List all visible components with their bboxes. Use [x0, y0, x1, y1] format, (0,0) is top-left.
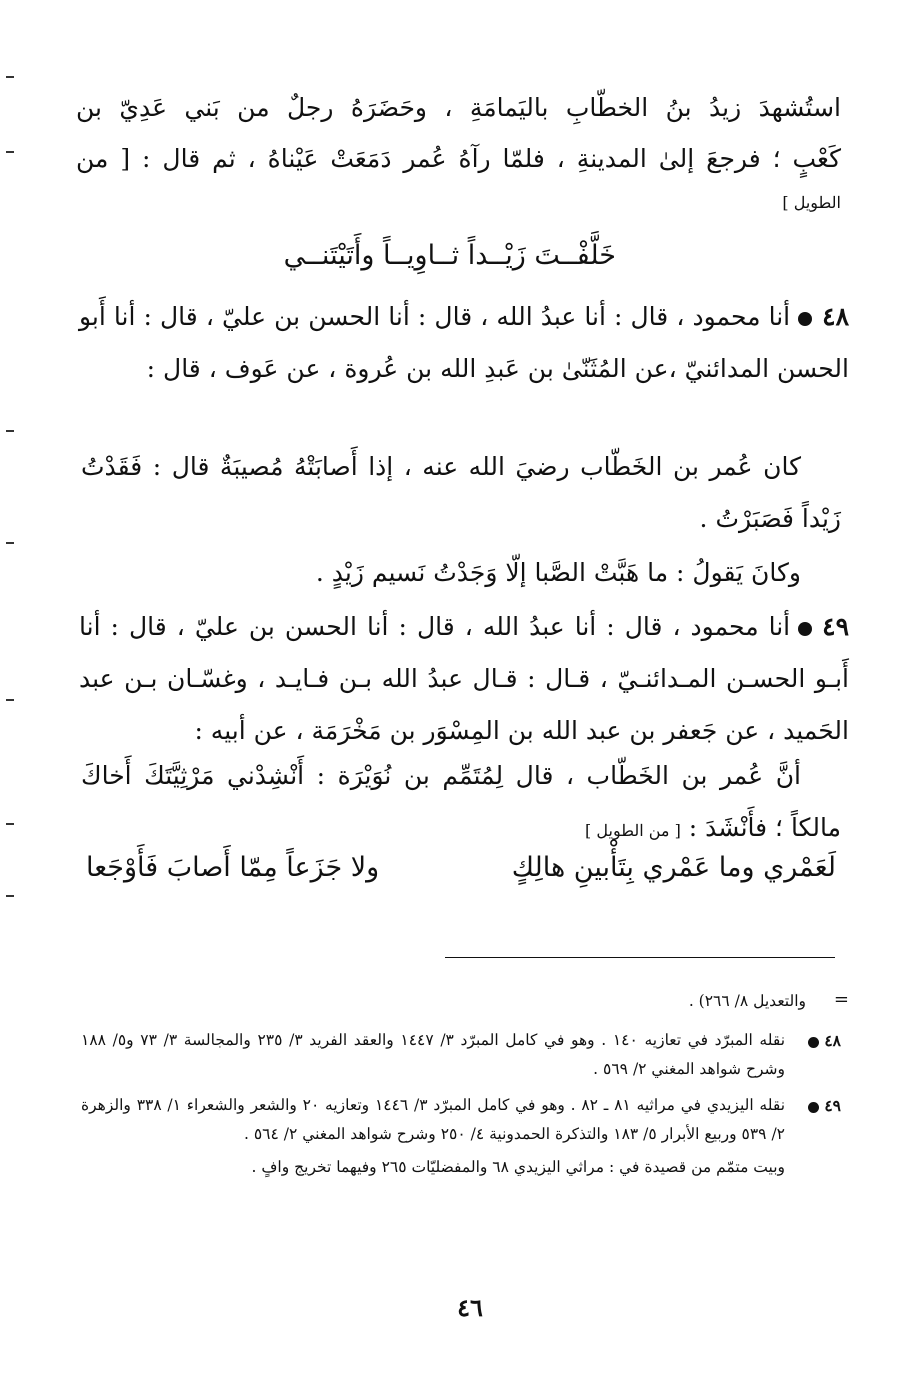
footnote-divider: [445, 957, 835, 958]
intro-meter-label: الطويل ]: [782, 193, 841, 212]
footnotes: [81, 1026, 841, 1182]
intro-verse: خَلَّفْــتَ زَيْــداً ثــاوِيــاً وأَتَيْتَنــي: [283, 240, 616, 271]
entry-48: [79, 291, 849, 395]
bullet-icon: [808, 1037, 819, 1048]
bullet-icon: [798, 622, 812, 636]
footnote-text: نقله المبرّد في تعازيه ١٤٠ . وهو في كامل المبرّد ٣/ ١٤٤٧ والعقد الفريد ٣/ ٢٣٥ والمجالسة ٣/ ٧٣ و٥/ ١٨٨ وشرح شواهد المغني ٢/ ٥٦٩ .: [81, 1031, 786, 1078]
footnote-label: [802, 1091, 841, 1120]
footnote-text: نقله اليزيدي في مراثيه ٨١ ـ ٨٢ . وهو في كامل المبرّد ٣/ ١٤٤٦ وتعازيه ٢٠ والشعر والشعراء ١/ ٣٣٨ والزهرة ٢/ ٥٣٩ وربيع الأبرار ٥/ ١٨٣ والتذكرة الحمدونية ٤/ ٢٥٠ وشرح شواهد المغني ٢/ ٥٦٤ .: [81, 1096, 786, 1143]
intro-paragraph: [76, 82, 841, 184]
intro-line-1: استُشهدَ زيدُ بنُ الخطّابِ باليَمامَةِ ، وحَضَرَهُ رجلٌ من بَني عَدِيّ بن: [76, 93, 841, 122]
margin-mark: [6, 542, 14, 544]
meter-label: [ من الطويل ]: [585, 821, 681, 840]
entry-isnad: أنا محمود ، قال : أنا عبدُ الله ، قال : أنا الحسن بن عليّ ، قال : أنا أَبو الحسن المدائنيّ ،عن المُثَنّىٰ بن عَبدِ الله بن عُروة ، عن عَوف ، قال :: [79, 302, 849, 383]
page-number: ٤٦: [457, 1293, 483, 1322]
entry-49: [79, 601, 849, 757]
margin-mark: [6, 76, 14, 78]
bullet-icon: [808, 1102, 819, 1113]
bullet-icon: [798, 312, 812, 326]
footnote-text: وبيت متمّم من قصيدة في : مراثي اليزيدي ٦٨ والمفضليّات ٢٦٥ وفيهما تخريج وافٍ .: [251, 1158, 785, 1176]
footnote-number: ٤٨: [824, 1031, 841, 1050]
footnote-continuation: [81, 987, 806, 1016]
poem-hemistich-2: ولا جَزَعاً مِمّا أَصابَ فَأَوْجَعا: [86, 852, 380, 883]
entry-isnad: أنا محمود ، قال : أنا عبدُ الله ، قال : أنا الحسن بن عليّ ، قال : أنا أَبـو الحسـن المـدائنـيّ ، قـال : قـال عبدُ الله بـن فـايـد ، وغسّـان بـن عبد الحَميد ، عن جَعفر بن عبد الله بن المِسْوَر بن مَخْرَمَة ، عن أبيه :: [79, 612, 849, 745]
margin-mark: [6, 151, 14, 153]
margin-mark: [6, 699, 14, 701]
margin-mark: [6, 823, 14, 825]
entry-49-text: أنَّ عُمر بن الخَطّاب ، قال لِمُتَمِّم بن نُوَيْرَة : أَنْشِدْني مَرْثِيَّتَكَ أَخاكَ مالكاً ؛ فأَنْشَدَ :: [81, 761, 841, 842]
poem-hemistich-1: لَعَمْري وما عَمْري بِتَأْبينِ هالِكٍ: [511, 852, 836, 883]
footnote-continuation-text: والتعديل ٨/ ٢٦٦) .: [688, 992, 806, 1010]
entry-49-body: [81, 750, 841, 857]
margin-mark: [6, 430, 14, 432]
poem-verse: [86, 852, 836, 908]
continuation-mark: =: [833, 989, 849, 1010]
footnote-label: [802, 1026, 841, 1055]
entry-number: ٤٩: [822, 612, 849, 641]
entry-number: ٤٨: [822, 302, 849, 331]
footnote-49-extra: [81, 1153, 841, 1182]
entry-48-text-1: كان عُمر بن الخَطّاب رضيَ الله عنه ، إذا أَصابَتْهُ مُصيبَةٌ قال : فَقَدْتُ زَيْداً فَصَبَرْتُ .: [81, 452, 841, 533]
entry-49-text-1: [81, 750, 841, 857]
entry-48-body: [81, 441, 841, 599]
footnote-number: ٤٩: [824, 1096, 841, 1115]
margin-mark: [6, 895, 14, 897]
footnote-48: [81, 1026, 841, 1084]
entry-48-text-2: وكانَ يَقولُ : ما هَبَّتْ الصَّبا إلّا وَجَدْتُ نَسيم زَيْدٍ .: [315, 558, 801, 587]
footnote-49: [81, 1091, 841, 1149]
intro-line-2: كَعْبٍ ؛ فرجعَ إلىٰ المدينةِ ، فلمّا رآهُ عُمر دَمَعَتْ عَيْناهُ ، ثم قال : [ من: [76, 144, 841, 173]
